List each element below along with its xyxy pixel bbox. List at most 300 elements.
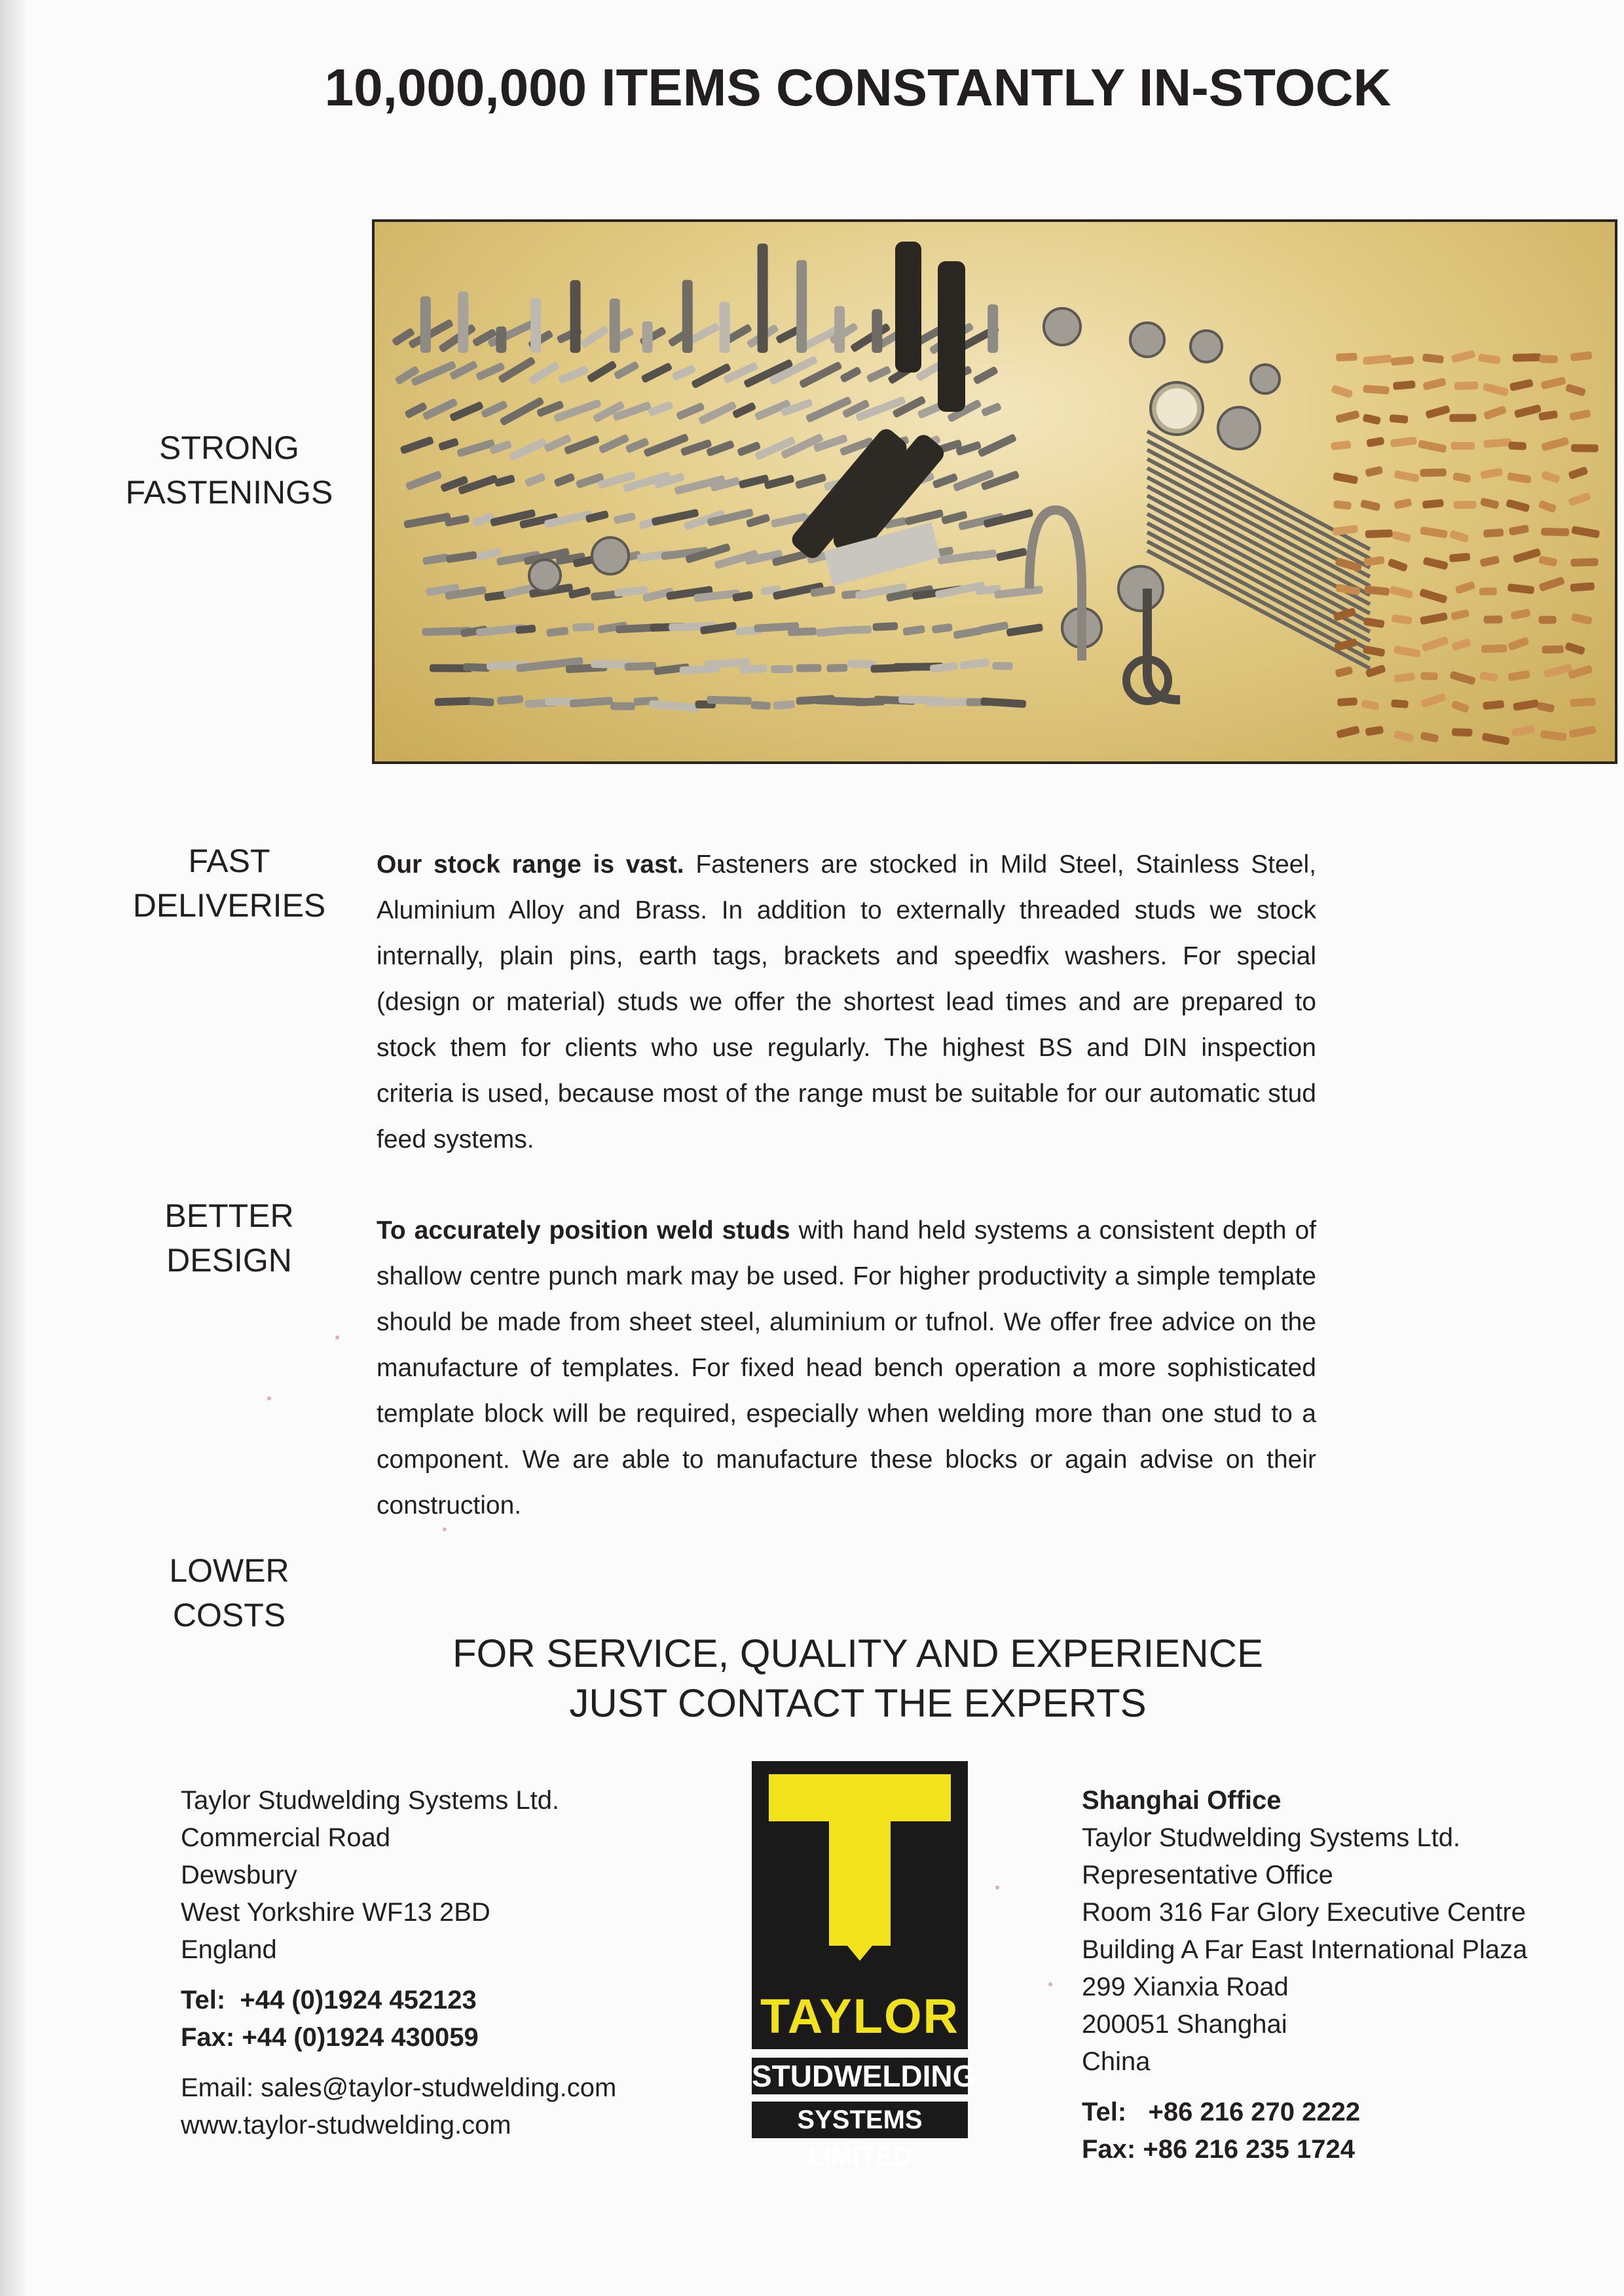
stud-body: [1006, 623, 1043, 637]
stud-body: [732, 402, 757, 419]
stud: [572, 623, 595, 632]
stud-body: [435, 697, 473, 706]
stud-body: [497, 695, 524, 704]
brass-fastener: [1390, 585, 1414, 598]
brass-fastener: [1571, 613, 1593, 625]
brass-fastener: [1539, 616, 1557, 624]
brass-fastener: [1393, 380, 1416, 390]
brass-fastener: [1507, 670, 1530, 681]
stud: [764, 475, 794, 490]
stud: [553, 473, 575, 487]
stud-body: [494, 474, 515, 487]
stud-body: [446, 551, 477, 563]
stud-body: [625, 662, 657, 671]
brass-fastener: [1538, 555, 1557, 566]
brass-fastener: [1420, 731, 1439, 742]
uk-email-link[interactable]: Email: sales@taylor-studwelding.com: [181, 2073, 617, 2102]
washer: [1251, 365, 1280, 393]
brass-fastener: [1507, 583, 1535, 594]
upright-stud: [834, 306, 845, 353]
stud-body: [932, 623, 953, 634]
brass-fastener: [1479, 672, 1498, 682]
brass-fastener: [1480, 467, 1503, 479]
stud: [902, 625, 925, 636]
stud: [788, 627, 817, 636]
stud: [403, 513, 451, 529]
stud: [739, 474, 769, 489]
brass-fastener: [1390, 414, 1409, 424]
stud: [438, 437, 459, 451]
logo-subtitle-1: STUDWELDING: [752, 2059, 976, 2093]
stud-body: [610, 702, 635, 710]
stud-body: [977, 433, 1017, 458]
stud-body: [463, 663, 490, 672]
position-paragraph-lead: To accurately position weld studs: [377, 1216, 790, 1245]
brass-fastener: [1541, 528, 1569, 536]
upright-stud: [796, 260, 807, 353]
stud-body: [973, 549, 997, 560]
stud: [994, 585, 1043, 598]
brass-fastener: [1509, 524, 1530, 536]
brass-fastener: [1418, 440, 1447, 454]
stud: [405, 470, 443, 490]
brass-fastener: [1571, 444, 1598, 452]
stud: [981, 402, 1002, 417]
stud-body: [456, 439, 495, 457]
brass-fastener: [1336, 725, 1360, 738]
brass-fastener: [1565, 384, 1586, 397]
print-speck: [995, 1886, 999, 1889]
brass-fastener: [1452, 472, 1471, 483]
stud: [614, 361, 640, 380]
stud: [996, 547, 1027, 561]
stud: [972, 366, 999, 385]
uk-website-link[interactable]: www.taylor-studwelding.com: [181, 2111, 511, 2140]
brass-fastener: [1451, 700, 1470, 713]
brass-fastener: [1425, 405, 1450, 419]
brass-fastener: [1483, 438, 1512, 448]
brass-fastener: [1571, 526, 1600, 538]
brass-fastener: [1422, 354, 1444, 364]
page-title: 10,000,000 ITEMS CONSTANTLY IN-STOCK: [324, 58, 1392, 117]
washer: [1118, 566, 1163, 611]
stud-body: [771, 665, 793, 673]
stud-body: [558, 365, 589, 384]
stud: [509, 438, 547, 462]
brass-fastener: [1483, 700, 1504, 710]
upright-stud: [610, 299, 620, 353]
brass-fastener: [1365, 725, 1384, 736]
stud: [544, 510, 593, 528]
stud: [866, 365, 891, 383]
print-speck: [1048, 1982, 1052, 1986]
stud: [525, 473, 546, 487]
stud-body: [544, 510, 593, 528]
logo-t-icon: [752, 1761, 968, 1984]
brass-fastener: [1538, 410, 1558, 420]
stud: [598, 433, 629, 454]
stud: [816, 626, 849, 637]
brass-fastener: [1511, 608, 1531, 619]
brass-fastener: [1539, 355, 1557, 363]
taylor-logo: [752, 1761, 976, 2171]
brass-fastener: [1513, 548, 1541, 563]
brass-fastener: [1483, 528, 1504, 538]
brass-fastener: [1455, 581, 1476, 594]
washer: [1130, 323, 1164, 357]
brass-fastener: [1570, 351, 1593, 361]
upright-stud: [987, 304, 998, 353]
stud-body: [614, 512, 637, 524]
shanghai-office-address: Shanghai Office Taylor Studwelding Systems Ltd. Representative Office Room 316 Far Glory Executive Centre Building A Far East International Plaza 299 Xianxia Road 200051 Shanghai China Tel: +86 216 270 2222 Fax: +86 216 235 1724: [1082, 1782, 1527, 2168]
brass-fastener: [1420, 612, 1448, 625]
brass-fastener: [1422, 499, 1444, 509]
stud: [739, 665, 767, 674]
brass-fastener: [1362, 414, 1381, 425]
brass-fastener: [1454, 382, 1479, 390]
brass-fastener: [1536, 702, 1555, 713]
stud: [625, 662, 657, 671]
brass-fastener: [1335, 666, 1353, 678]
brass-fastener: [1509, 378, 1534, 391]
stud-body: [959, 658, 989, 670]
uk-office-address: Taylor Studwelding Systems Ltd. Commercial Road Dewsbury West Yorkshire WF13 2BD England Tel: +44 (0)1924 452123 Fax: +44 (0)1924 430059 Email: sales@taylor-studwelding.com www.taylor-studwelding.com: [181, 1782, 616, 2144]
shanghai-fax: Fax: +86 216 235 1724: [1082, 2135, 1356, 2164]
print-speck: [267, 1396, 271, 1400]
brass-fastener: [1391, 699, 1409, 708]
shanghai-tel: Tel: +86 216 270 2222: [1082, 2098, 1361, 2126]
stud-body: [469, 697, 494, 706]
stud-body: [996, 547, 1027, 561]
side-label-strong: STRONG FASTENINGS: [125, 429, 333, 511]
brass-fastener: [1569, 409, 1591, 421]
brass-fastener: [1505, 499, 1530, 513]
stud: [771, 665, 793, 673]
brass-fastener: [1479, 587, 1497, 596]
brass-fastener: [1363, 385, 1390, 395]
stud: [497, 695, 524, 704]
stud: [610, 702, 635, 710]
shanghai-office-title: Shanghai Office: [1082, 1786, 1282, 1815]
stud-body: [992, 662, 1012, 670]
brass-fastener: [1454, 501, 1477, 509]
brass-fastener: [1365, 530, 1393, 538]
brass-fastener: [1569, 725, 1596, 738]
brass-fastener: [1483, 382, 1509, 396]
brass-fastener: [1480, 555, 1500, 567]
stud: [435, 697, 473, 706]
stud: [1006, 623, 1043, 637]
brass-fastener: [1393, 470, 1420, 483]
stud: [614, 512, 637, 524]
print-speck: [443, 1527, 447, 1531]
position-paragraph: [377, 1208, 1316, 1529]
brass-fastener: [1390, 437, 1417, 448]
stud: [992, 662, 1012, 670]
brass-fastener: [1366, 437, 1384, 447]
brass-fastener: [1540, 376, 1566, 390]
stud-body: [872, 622, 898, 631]
brass-fastener: [1422, 556, 1448, 570]
brass-fastener: [1482, 733, 1510, 746]
washer: [592, 538, 629, 574]
stud-body: [816, 626, 849, 637]
brass-fastener: [1449, 670, 1476, 685]
washer: [529, 560, 561, 591]
brass-fastener: [1331, 441, 1351, 450]
stud-body: [649, 700, 701, 712]
brass-fastener: [1541, 437, 1569, 452]
brass-fastener: [1449, 530, 1469, 543]
brass-fastener: [1392, 531, 1411, 543]
upright-stud: [458, 291, 468, 353]
upright-stud: [420, 296, 431, 353]
stud-body: [750, 701, 771, 710]
stud-body: [826, 664, 847, 672]
stud: [795, 473, 827, 490]
stud: [649, 700, 701, 712]
brass-fastener: [1393, 730, 1414, 742]
stud-body: [438, 437, 459, 451]
brass-fastener: [1420, 468, 1446, 477]
stud: [481, 400, 508, 418]
stud: [399, 436, 434, 454]
brass-fastener: [1336, 353, 1357, 361]
brass-fastener: [1393, 646, 1421, 658]
stud: [640, 362, 673, 384]
stud: [580, 325, 609, 349]
washer: [1044, 308, 1080, 345]
stud-body: [698, 401, 737, 425]
stud-body: [481, 400, 508, 418]
stud: [469, 697, 494, 706]
stud: [558, 365, 589, 384]
brass-fastener: [1391, 614, 1412, 625]
stud-body: [586, 360, 617, 383]
side-label-better: BETTER DESIGN: [164, 1197, 294, 1279]
stud: [463, 663, 490, 672]
stud-body: [671, 365, 696, 381]
brass-fastener: [1393, 498, 1412, 509]
stud: [840, 366, 862, 383]
print-speck: [335, 1336, 339, 1339]
stud-body: [572, 623, 595, 632]
stud: [732, 402, 757, 419]
stud: [959, 658, 989, 670]
stud: [826, 664, 847, 672]
stud: [977, 433, 1017, 458]
upright-stud: [720, 302, 730, 353]
brass-fastener: [1483, 405, 1507, 420]
stud-body: [739, 665, 767, 674]
large-bolt: [938, 261, 965, 412]
brass-fastener: [1484, 615, 1503, 624]
upright-stud: [570, 280, 581, 353]
brass-fastener: [1391, 356, 1414, 366]
brass-fastener: [1564, 642, 1585, 655]
stud-body: [739, 474, 769, 489]
stud: [932, 623, 953, 634]
stud: [494, 474, 515, 487]
brass-fastener: [1452, 728, 1473, 737]
stud: [847, 625, 872, 634]
brass-fastener: [1568, 492, 1591, 506]
brass-fastener: [1333, 472, 1358, 484]
brass-fastener: [1420, 672, 1437, 680]
stud: [648, 401, 674, 416]
brass-fastener: [1508, 441, 1526, 450]
brass-fastener: [1360, 500, 1381, 511]
upright-stud: [530, 298, 541, 353]
stud-body: [795, 473, 827, 490]
stud-body: [525, 473, 546, 487]
brass-fastener: [1331, 385, 1353, 399]
brass-fastener: [1450, 609, 1469, 621]
upright-stud: [496, 327, 506, 353]
stud-body: [598, 433, 629, 454]
brass-fastener: [1420, 526, 1448, 539]
brass-fastener: [1570, 582, 1595, 592]
stud: [773, 700, 795, 710]
stud-body: [978, 621, 1008, 634]
stud-body: [847, 625, 872, 634]
logo-name: TAYLOR: [752, 1984, 968, 2049]
stud: [698, 401, 737, 425]
stud: [614, 586, 648, 597]
large-bolt: [895, 242, 921, 373]
uk-tel: Tel: +44 (0)1924 452123: [181, 1986, 477, 2014]
brass-fastener: [1419, 589, 1448, 604]
stud-body: [648, 401, 674, 416]
side-label-fast: FAST DELIVERIES: [132, 843, 326, 924]
stud: [422, 553, 449, 565]
contact-call-to-action: FOR SERVICE, QUALITY AND EXPERIENCE JUST CONTACT THE EXPERTS: [452, 1631, 1264, 1725]
stud-body: [773, 700, 795, 710]
brass-fastener: [1540, 730, 1567, 741]
brass-fastener: [1363, 617, 1385, 629]
stud-body: [614, 361, 640, 380]
fasteners-photo: [372, 219, 1617, 764]
brass-fastener: [1394, 672, 1415, 683]
brass-fastener: [1538, 500, 1557, 513]
brass-fastener: [1333, 500, 1352, 510]
stud-body: [805, 396, 853, 423]
brass-fastener: [1363, 354, 1392, 365]
brass-fastener: [1365, 465, 1383, 477]
stock-paragraph-lead: Our stock range is vast.: [377, 850, 684, 879]
uk-fax: Fax: +44 (0)1924 430059: [181, 2023, 479, 2052]
stud-body: [994, 585, 1043, 598]
stud: [973, 549, 997, 560]
stud: [904, 509, 944, 526]
brass-fastener: [1568, 466, 1588, 480]
stud: [671, 365, 696, 381]
stud: [707, 696, 752, 705]
stud: [872, 622, 898, 631]
brass-fastener: [1421, 636, 1449, 652]
stud-body: [981, 402, 1002, 417]
stud-body: [509, 438, 547, 462]
brass-fastener: [1388, 558, 1409, 572]
stud-body: [866, 365, 891, 383]
stud-body: [788, 627, 817, 636]
stud: [980, 697, 1026, 708]
brass-fastener: [1507, 472, 1532, 484]
stud: [456, 439, 495, 457]
brass-fastener: [1507, 636, 1530, 651]
brass-fastener: [1420, 693, 1447, 708]
stud-body: [546, 627, 569, 637]
long-rod: [1147, 477, 1370, 595]
stud: [750, 701, 771, 710]
brass-fastener: [1451, 350, 1476, 363]
brass-fastener: [1449, 553, 1471, 562]
brass-fastener: [1422, 378, 1447, 391]
stud-body: [902, 625, 925, 636]
brass-fastener: [1570, 698, 1596, 707]
brass-fastener: [1361, 699, 1379, 710]
upright-stud: [758, 244, 768, 353]
stud-body: [840, 366, 862, 383]
stud-body: [399, 436, 434, 454]
stud: [796, 664, 822, 672]
brass-fastener: [1337, 697, 1357, 706]
brass-fastener: [1513, 354, 1541, 362]
brass-fastener: [1481, 644, 1507, 653]
long-rod: [1147, 496, 1370, 613]
upright-stud: [642, 321, 653, 353]
brass-fastener: [1570, 558, 1598, 566]
upright-stud: [682, 280, 693, 353]
brass-fastener: [1478, 354, 1501, 365]
stud-body: [796, 664, 822, 672]
stud-body: [580, 325, 609, 349]
stud: [586, 360, 617, 383]
stud-body: [972, 366, 999, 385]
brass-fastener: [1542, 645, 1564, 653]
nylon-washer: [1154, 386, 1199, 431]
stud-body: [904, 509, 944, 526]
upright-stud: [872, 309, 882, 353]
stud: [978, 621, 1008, 634]
stud: [805, 396, 853, 423]
stud-body: [614, 586, 648, 597]
stud-body: [422, 553, 449, 565]
stud-body: [553, 473, 575, 487]
stock-paragraph: [377, 842, 1316, 1163]
brass-fastener: [1449, 414, 1476, 422]
brass-fastener: [1541, 471, 1560, 484]
stud-body: [405, 470, 443, 490]
brass-fastener: [1514, 404, 1541, 418]
stud-body: [640, 362, 673, 384]
stud-body: [764, 475, 794, 490]
brass-fastener: [1335, 410, 1360, 423]
brass-fastener: [1480, 498, 1500, 509]
stud: [446, 551, 477, 563]
brass-fastener: [1513, 699, 1539, 711]
stud-body: [403, 513, 451, 529]
brass-fastener: [1511, 725, 1535, 737]
page-edge: [0, 0, 29, 2296]
stock-paragraph-body: Fasteners are stocked in Mild Steel, Stainless Steel, Aluminium Alloy and Brass. In addition to externally threaded studs we stock internally, plain pins, earth tags, brackets and speedfix washers. For special (design or material) studs we offer the shortest lead times and are prepared to stock them for clients who use regularly. The highest BS and DIN inspection criteria is used, because most of the range must be suitable for our automatic stud feed systems.: [377, 850, 1316, 1154]
brass-fastener: [1543, 663, 1573, 678]
washer: [1218, 407, 1260, 449]
position-paragraph-body: with hand held systems a consistent depth of shallow centre punch mark may be used. For higher productivity a simple template should be made from sheet steel, aluminium or tufnol. We offer free advice on the manufacture of templates. For fixed head bench operation a more sophisticated template block will be required, especially when welding more than one stud to a component. We are able to manufacture these blocks or again advise on their construction.: [377, 1216, 1316, 1520]
stud: [546, 627, 569, 637]
stud-body: [980, 697, 1026, 708]
brass-fastener: [1451, 442, 1475, 450]
